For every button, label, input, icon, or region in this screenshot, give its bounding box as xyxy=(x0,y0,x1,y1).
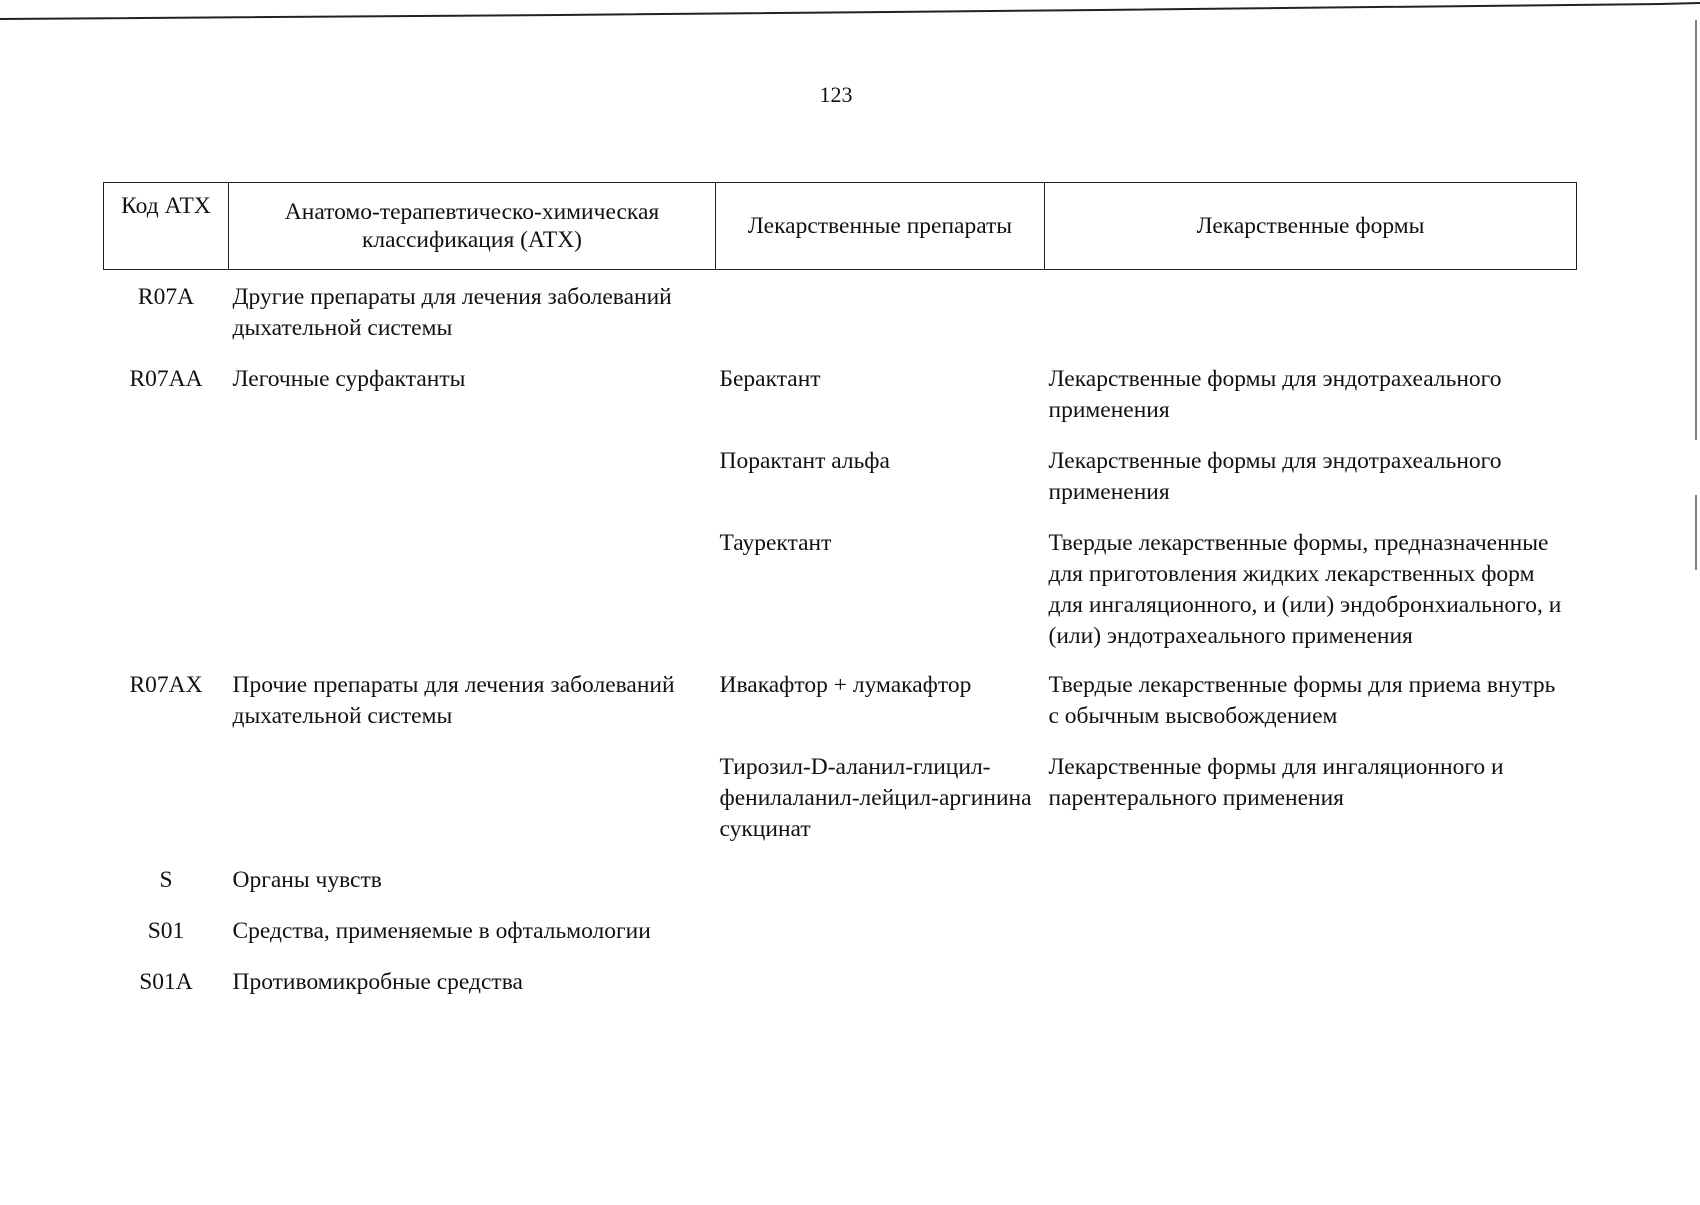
dosage-form: Твердые лекарственные формы для приема внутрь с обычным высвобождением xyxy=(1048,672,1556,729)
atx-code: R07AA xyxy=(129,366,203,392)
atx-classification: Органы чувств xyxy=(232,867,382,893)
dosage-form xyxy=(1045,865,1577,916)
atx-classification xyxy=(229,446,716,528)
table-row xyxy=(104,446,1577,528)
table-row xyxy=(104,967,1577,1018)
atx-classification: Средства, применяемые в офтальмологии xyxy=(232,918,651,944)
drug-name xyxy=(716,270,1045,365)
header-drugs: Лекарственные препараты xyxy=(716,183,1045,270)
dosage-form xyxy=(1045,967,1577,1018)
atx-code: R07AX xyxy=(129,672,203,698)
drug-name xyxy=(716,865,1045,916)
atx-code xyxy=(104,752,229,865)
table-row xyxy=(104,270,1577,365)
table-header-row xyxy=(104,183,1577,270)
atx-code: S01 xyxy=(147,918,185,944)
atx-classification xyxy=(229,752,716,865)
table-row xyxy=(104,916,1577,967)
drug-name: Ивакафтор + лумакафтор xyxy=(719,672,972,698)
atx-code: R07A xyxy=(137,284,195,310)
table-row xyxy=(104,528,1577,670)
atx-classification: Легочные сурфактанты xyxy=(232,366,466,392)
dosage-form xyxy=(1045,270,1577,365)
table-row xyxy=(104,865,1577,916)
dosage-form: Лекарственные формы для ингаляционного и парентерального применения xyxy=(1048,754,1504,811)
atx-table xyxy=(103,182,1577,1018)
dosage-form: Лекарственные формы для эндотрахеального применения xyxy=(1048,448,1502,505)
drug-name: Тауректант xyxy=(719,530,832,556)
table-row xyxy=(104,670,1577,752)
drug-name xyxy=(716,916,1045,967)
table-row xyxy=(104,364,1577,446)
header-classification: Анатомо-терапевтическо-химическая классификация (АТХ) xyxy=(229,183,716,270)
atx-code: S01A xyxy=(139,969,193,995)
dosage-form: Лекарственные формы для эндотрахеального применения xyxy=(1048,366,1502,423)
scan-right-edge xyxy=(1694,0,1698,1200)
atx-code: S xyxy=(159,867,173,893)
atx-classification: Другие препараты для лечения заболеваний дыхательной системы xyxy=(232,284,672,341)
page-number: 123 xyxy=(819,82,853,107)
atx-code xyxy=(104,528,229,670)
atx-classification: Прочие препараты для лечения заболеваний дыхательной системы xyxy=(232,672,675,729)
dosage-form: Твердые лекарственные формы, предназначенные для приготовления жидких лекарственных форм для ингаляционного, и (или) эндобронхиального, и (или) эндотрахеального применения xyxy=(1048,530,1562,649)
dosage-form xyxy=(1045,916,1577,967)
header-forms: Лекарственные формы xyxy=(1045,183,1577,270)
atx-classification: Противомикробные средства xyxy=(232,969,523,995)
scan-top-edge xyxy=(0,0,1700,20)
drug-name: Порактант альфа xyxy=(719,448,890,474)
table-row xyxy=(104,752,1577,865)
atx-classification xyxy=(229,528,716,670)
drug-name: Берактант xyxy=(719,366,821,392)
drug-name: Тирозил-D-аланил-глицил-фенилаланил-лейцил-аргинина сукцинат xyxy=(719,754,1032,842)
drug-name xyxy=(716,967,1045,1018)
atx-code xyxy=(104,446,229,528)
header-code: Код АТХ xyxy=(104,183,229,270)
